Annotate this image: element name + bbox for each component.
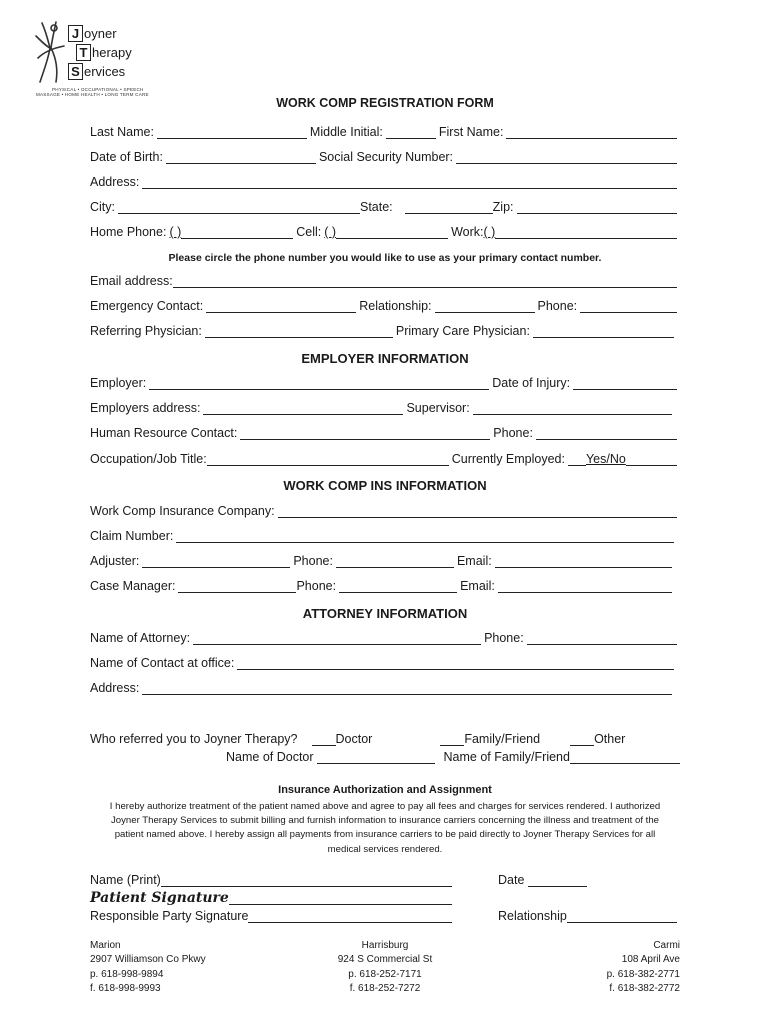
email-row	[90, 273, 680, 289]
adjuster-phone-field[interactable]	[336, 554, 454, 568]
referring-physician-label: Referring Physician:	[90, 324, 202, 338]
marion-street: 2907 Williamson Co Pkwy	[90, 954, 206, 966]
case-manager-row	[90, 578, 680, 594]
name-print-label: Name (Print)	[90, 873, 161, 887]
logo-word-therapy: herapy	[92, 45, 132, 60]
adjuster-label: Adjuster:	[90, 554, 140, 568]
date-field[interactable]	[528, 873, 587, 887]
attorney-contact-field[interactable]	[237, 656, 674, 670]
ins-company-row	[90, 503, 680, 519]
harrisburg-street: 924 S Commercial St	[337, 954, 433, 966]
name-print-row	[90, 872, 455, 888]
emergency-row	[90, 298, 680, 314]
city-field[interactable]	[118, 200, 360, 214]
carmi-city: Carmi	[653, 940, 680, 951]
last-name-label: Last Name:	[90, 125, 154, 139]
referral-family-check[interactable]	[440, 732, 464, 746]
attorney-address-label: Address:	[90, 681, 140, 695]
occupation-field[interactable]	[207, 452, 449, 466]
responsible-row	[90, 908, 455, 924]
address-row	[90, 174, 680, 190]
address-field[interactable]	[142, 175, 677, 189]
attorney-phone-field[interactable]	[527, 631, 677, 645]
carmi-fax: f. 618-382-2772	[609, 983, 680, 995]
logo-letter-t: T	[76, 44, 91, 61]
logo-letter-s: S	[68, 63, 83, 80]
name-row	[90, 124, 680, 140]
sig-relationship-field[interactable]	[567, 909, 677, 923]
adjuster-field[interactable]	[142, 554, 290, 568]
name-doctor-label: Name of Doctor	[226, 750, 314, 764]
claim-field[interactable]	[176, 529, 674, 543]
cell-label: Cell:	[296, 225, 322, 239]
claim-label: Claim Number:	[90, 529, 174, 543]
first-name-field[interactable]	[506, 125, 677, 139]
employed-tail	[626, 452, 677, 466]
hr-phone-field[interactable]	[536, 426, 677, 440]
form-title: WORK COMP REGISTRATION FORM	[276, 96, 494, 110]
hr-contact-label: Human Resource Contact:	[90, 426, 238, 440]
authorization-body: I hereby authorize treatment of the patient named above and agree to pay all fees and charges for services rendered. I authorized Joyner Therapy Services to submit billing and furnish information to insurance carriers concerning the illness and treatment of the patient named above. I hereby assign all payments from insurance carriers to be paid directly to Joyner Therapy Services for all medical services rendered.	[109, 801, 661, 855]
attorney-name-field[interactable]	[193, 631, 481, 645]
footer-carmi	[560, 939, 680, 997]
referral-doctor-label: Doctor	[335, 732, 373, 746]
employer-address-label: Employers address:	[90, 401, 201, 415]
marion-phone: p. 618-998-9894	[90, 968, 164, 980]
adjuster-email-label: Email:	[456, 554, 492, 568]
email-label: Email address:	[90, 274, 173, 288]
date-row	[498, 872, 590, 888]
insurance-section-title: WORK COMP INS INFORMATION	[283, 478, 487, 493]
referral-question: Who referred you to Joyner Therapy?	[90, 732, 298, 746]
ins-company-field[interactable]	[278, 504, 677, 518]
harrisburg-fax: f. 618-252-7272	[349, 983, 421, 995]
address-label: Address:	[90, 175, 140, 189]
supervisor-label: Supervisor:	[406, 401, 470, 415]
email-field[interactable]	[173, 274, 677, 288]
name-family-field[interactable]	[570, 750, 680, 764]
harrisburg-phone: p. 618-252-7171	[348, 968, 422, 980]
physician-row	[90, 323, 680, 339]
cell-field[interactable]	[336, 225, 448, 239]
attorney-row	[90, 630, 680, 646]
claim-row	[90, 528, 680, 544]
supervisor-field[interactable]	[473, 401, 672, 415]
employer-label: Employer:	[90, 376, 147, 390]
work-field[interactable]	[495, 225, 677, 239]
zip-field[interactable]	[517, 200, 677, 214]
attorney-name-label: Name of Attorney:	[90, 631, 191, 645]
adjuster-row	[90, 553, 680, 569]
marion-city: Marion	[90, 940, 121, 951]
occupation-label: Occupation/Job Title:	[90, 452, 207, 466]
employer-address-field[interactable]	[203, 401, 403, 415]
city-row	[90, 199, 680, 215]
date-injury-field[interactable]	[573, 376, 677, 390]
ssn-field[interactable]	[456, 150, 677, 164]
hr-contact-field[interactable]	[240, 426, 490, 440]
first-name-label: First Name:	[438, 125, 504, 139]
footer-marion	[90, 939, 206, 997]
ssn-label: Social Security Number:	[318, 150, 454, 164]
responsible-field[interactable]	[248, 909, 452, 923]
emergency-phone-label: Phone:	[537, 299, 578, 313]
referral-row	[90, 731, 680, 747]
zip-label: Zip:	[492, 200, 514, 214]
carmi-street: 108 April Ave	[621, 954, 680, 966]
attorney-section-title: ATTORNEY INFORMATION	[302, 606, 468, 621]
ins-company-label: Work Comp Insurance Company:	[90, 504, 275, 518]
logo-tagline-1: PHYSICAL • OCCUPATIONAL • SPEECH	[52, 87, 144, 92]
sig-relationship-row	[498, 908, 680, 924]
home-phone-area[interactable]: ( )	[169, 225, 182, 239]
authorization-title: Insurance Authorization and Assignment	[278, 784, 492, 796]
patient-signature-row	[90, 890, 455, 906]
employer-address-row	[90, 400, 680, 416]
logo-word-joyner: oyner	[84, 26, 117, 41]
work-label: Work:	[451, 225, 484, 239]
attorney-phone-label: Phone:	[484, 631, 524, 645]
name-doctor-field[interactable]	[317, 750, 435, 764]
referral-names-row	[226, 749, 680, 765]
emergency-phone-field[interactable]	[580, 299, 677, 313]
middle-initial-label: Middle Initial:	[309, 125, 383, 139]
harrisburg-city: Harrisburg	[361, 940, 409, 951]
pcp-field[interactable]	[533, 324, 674, 338]
last-name-field[interactable]	[157, 125, 307, 139]
date-injury-label: Date of Injury:	[492, 376, 571, 390]
name-family-label: Name of Family/Friend	[443, 750, 570, 764]
referring-physician-field[interactable]	[205, 324, 393, 338]
employed-label: Currently Employed:	[451, 452, 565, 466]
pcp-label: Primary Care Physician:	[395, 324, 530, 338]
occupation-row	[90, 451, 680, 467]
attorney-address-field[interactable]	[142, 681, 672, 695]
employer-section-title: EMPLOYER INFORMATION	[301, 351, 469, 366]
case-manager-email-label: Email:	[460, 579, 495, 593]
case-manager-email-field[interactable]	[498, 579, 672, 593]
dob-field[interactable]	[166, 150, 316, 164]
company-logo	[32, 18, 162, 98]
home-phone-label: Home Phone:	[90, 225, 167, 239]
adjuster-email-field[interactable]	[495, 554, 672, 568]
sig-relationship-label: Relationship	[498, 909, 567, 923]
date-label: Date	[498, 873, 525, 887]
relationship-field[interactable]	[435, 299, 535, 313]
logo-word-services: ervices	[84, 64, 126, 79]
carmi-phone: p. 618-382-2771	[606, 968, 680, 980]
case-manager-phone-label: Phone:	[296, 579, 337, 593]
hr-phone-label: Phone:	[493, 426, 533, 440]
middle-initial-field[interactable]	[386, 125, 436, 139]
cell-area[interactable]: ( )	[324, 225, 337, 239]
phone-row	[90, 224, 680, 240]
dob-label: Date of Birth:	[90, 150, 163, 164]
attorney-contact-row	[90, 655, 680, 671]
employer-field[interactable]	[149, 376, 489, 390]
dob-row	[90, 149, 680, 165]
case-manager-label: Case Manager:	[90, 579, 176, 593]
emergency-contact-field[interactable]	[206, 299, 356, 313]
case-manager-field[interactable]	[178, 579, 296, 593]
employer-row	[90, 375, 680, 391]
patient-signature-label: Patient Signature	[90, 890, 229, 906]
referral-other-label: Other	[594, 732, 626, 746]
attorney-address-row	[90, 680, 680, 696]
name-print-field[interactable]	[161, 873, 452, 887]
contact-note: Please circle the phone number you would like to use as your primary contact number.	[168, 252, 602, 264]
patient-signature-field[interactable]	[229, 891, 452, 905]
referral-doctor-check[interactable]	[312, 732, 336, 746]
logo-tagline-2: MASSAGE • HOME HEALTH • LONG TERM CARE	[36, 92, 149, 97]
employed-yes-no[interactable]: Yes/No	[585, 452, 626, 466]
referral-other-check[interactable]	[570, 732, 594, 746]
emergency-contact-label: Emergency Contact:	[90, 299, 204, 313]
marion-fax: f. 618-998-9993	[90, 983, 161, 995]
adjuster-phone-label: Phone:	[293, 554, 333, 568]
hr-row	[90, 425, 680, 441]
state-field[interactable]	[405, 200, 493, 214]
referral-family-label: Family/Friend	[464, 732, 541, 746]
footer-harrisburg	[300, 939, 470, 997]
case-manager-phone-field[interactable]	[339, 579, 457, 593]
responsible-label: Responsible Party Signature	[90, 909, 249, 923]
home-phone-field[interactable]	[181, 225, 293, 239]
logo-wordmark	[68, 24, 132, 81]
city-label: City:	[90, 200, 115, 214]
work-area[interactable]: ( )	[483, 225, 496, 239]
logo-letter-j: J	[68, 25, 83, 42]
employed-blank[interactable]	[568, 452, 586, 466]
state-label: State:	[360, 200, 393, 214]
attorney-contact-label: Name of Contact at office:	[90, 656, 235, 670]
relationship-label: Relationship:	[359, 299, 432, 313]
